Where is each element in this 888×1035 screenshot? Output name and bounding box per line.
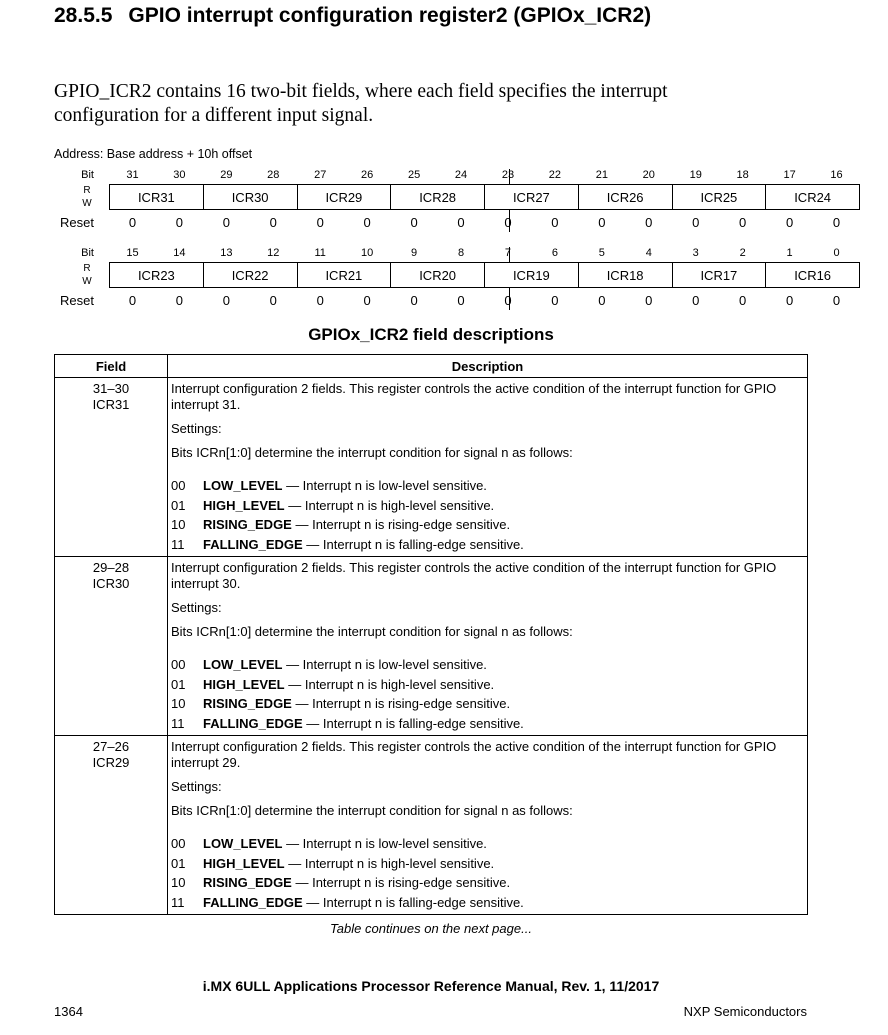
bit-number: 23 xyxy=(501,169,515,181)
bit-number: 18 xyxy=(736,169,749,181)
bit-number: 0 xyxy=(833,247,840,259)
register-field-icr27: ICR27 xyxy=(485,185,579,210)
bit-number: 24 xyxy=(454,169,468,181)
reset-value: 0 xyxy=(175,293,184,308)
reset-value: 0 xyxy=(363,293,371,308)
option-name: HIGH_LEVEL xyxy=(203,497,285,513)
register-diagram-upper xyxy=(54,169,843,235)
option-text xyxy=(203,515,510,535)
bits-explanation: Bits ICRn[1:0] determine the interrupt condition for signal n as follows: xyxy=(171,803,573,818)
bit-number: 16 xyxy=(830,169,843,181)
reset-value: 0 xyxy=(222,215,230,230)
reset-label: Reset xyxy=(60,215,94,230)
description-column-header: Description xyxy=(168,355,808,378)
register-field-icr26: ICR26 xyxy=(578,185,672,210)
option-description: — Interrupt n is rising-edge sensitive. xyxy=(291,875,511,890)
field-name: ICR31 xyxy=(92,397,130,412)
option-text xyxy=(203,854,494,874)
manual-title: i.MX 6ULL Applications Processor Reference Manual, Rev. 1, 11/2017 xyxy=(202,978,660,994)
reset-value: 0 xyxy=(692,293,700,308)
setting-option xyxy=(171,535,803,555)
option-name: RISING_EDGE xyxy=(203,875,292,890)
reset-value: 0 xyxy=(551,215,559,230)
bit-label: Bit xyxy=(81,247,94,259)
option-description: — Interrupt n is high-level sensitive. xyxy=(284,497,495,513)
register-fields xyxy=(109,184,860,210)
bit-number: 26 xyxy=(361,169,374,181)
register-field-icr29: ICR29 xyxy=(297,185,391,210)
bit-number: 15 xyxy=(126,247,139,259)
field-name: ICR29 xyxy=(92,755,130,770)
bit-number: 8 xyxy=(457,247,465,259)
setting-options xyxy=(171,834,803,912)
reset-value: 0 xyxy=(832,293,841,308)
register-field-icr23: ICR23 xyxy=(110,263,204,288)
bit-number: 31 xyxy=(126,169,139,181)
table-header-row xyxy=(55,355,808,378)
option-text xyxy=(203,714,524,734)
option-text xyxy=(203,655,487,675)
register-field-icr28: ICR28 xyxy=(391,185,485,210)
option-description: — Interrupt n is high-level sensitive. xyxy=(284,855,495,871)
option-description: — Interrupt n is low-level sensitive. xyxy=(282,478,487,493)
write-label: W xyxy=(82,276,92,287)
option-name: FALLING_EDGE xyxy=(203,894,303,910)
field-bits: 27–26 xyxy=(92,739,130,754)
setting-option xyxy=(171,675,803,695)
section-title: GPIO interrupt configuration register2 (GPIOx_ICR2) xyxy=(128,4,652,27)
reset-label: Reset xyxy=(60,293,94,308)
reset-value: 0 xyxy=(832,215,841,230)
description-cell xyxy=(168,736,808,915)
reset-value: 0 xyxy=(175,215,184,230)
bit-number: 11 xyxy=(314,247,326,259)
setting-option xyxy=(171,834,803,854)
reset-value: 0 xyxy=(457,293,465,308)
bit-number: 14 xyxy=(173,247,186,259)
bit-number: 21 xyxy=(595,169,608,181)
option-code: 00 xyxy=(171,478,186,493)
section-number: 28.5.5 xyxy=(54,4,113,27)
field-bits: 31–30 xyxy=(92,381,130,396)
option-code: 01 xyxy=(171,676,186,692)
option-text xyxy=(203,893,524,913)
setting-option xyxy=(171,694,803,714)
bit-number: 3 xyxy=(692,247,699,259)
reset-value: 0 xyxy=(504,293,512,308)
bit-number: 28 xyxy=(267,169,280,181)
option-text xyxy=(203,675,494,695)
reset-value: 0 xyxy=(316,215,324,230)
option-description: — Interrupt n is high-level sensitive. xyxy=(284,676,495,692)
option-code: 01 xyxy=(171,497,186,513)
address-offset: Address: Base address + 10h offset xyxy=(54,147,253,161)
register-field-icr30: ICR30 xyxy=(203,185,297,210)
page-number: 1364 xyxy=(54,1004,83,1019)
bit-number: 2 xyxy=(739,247,746,259)
reset-value: 0 xyxy=(645,293,653,308)
field-cell xyxy=(55,557,168,736)
field-name: ICR30 xyxy=(92,576,130,591)
intro-paragraph: GPIO_ICR2 contains 16 two-bit fields, where each field specifies the interrupt configuration for a different input signal. xyxy=(54,81,668,126)
bit-number: 27 xyxy=(314,169,327,181)
field-descriptions-table xyxy=(54,354,808,915)
bit-number: 13 xyxy=(220,247,233,259)
option-description: — Interrupt n is low-level sensitive. xyxy=(282,836,487,851)
option-description: — Interrupt n is falling-edge sensitive. xyxy=(302,894,524,910)
setting-option xyxy=(171,496,803,516)
option-description: — Interrupt n is falling-edge sensitive. xyxy=(302,536,524,552)
reset-value: 0 xyxy=(739,215,747,230)
option-code: 10 xyxy=(171,875,186,890)
field-cell xyxy=(55,378,168,557)
reset-value: 0 xyxy=(222,293,230,308)
register-field-icr20: ICR20 xyxy=(391,263,485,288)
setting-option xyxy=(171,714,803,734)
bits-explanation: Bits ICRn[1:0] determine the interrupt condition for signal n as follows: xyxy=(171,624,573,639)
reset-value: 0 xyxy=(598,293,606,308)
option-name: LOW_LEVEL xyxy=(203,478,283,493)
bit-number: 20 xyxy=(642,169,655,181)
reset-value: 0 xyxy=(785,215,794,230)
reset-value: 0 xyxy=(128,293,137,308)
reset-value: 0 xyxy=(645,215,653,230)
option-name: LOW_LEVEL xyxy=(203,836,283,851)
reset-value: 0 xyxy=(739,293,747,308)
table-caption: GPIOx_ICR2 field descriptions xyxy=(308,325,554,344)
description-cell xyxy=(168,557,808,736)
option-text xyxy=(203,496,494,516)
reset-value: 0 xyxy=(551,293,559,308)
section-heading xyxy=(54,4,651,28)
option-name: LOW_LEVEL xyxy=(203,657,283,672)
setting-option xyxy=(171,893,803,913)
option-name: FALLING_EDGE xyxy=(203,715,303,731)
write-label: W xyxy=(82,198,92,209)
register-field-icr19: ICR19 xyxy=(485,263,579,288)
register-field-icr31: ICR31 xyxy=(110,185,204,210)
setting-option xyxy=(171,515,803,535)
bit-number: 17 xyxy=(783,169,796,181)
reset-value: 0 xyxy=(128,215,137,230)
settings-label: Settings: xyxy=(171,421,222,436)
reset-value: 0 xyxy=(363,215,371,230)
bit-number: 7 xyxy=(504,247,512,259)
option-description: — Interrupt n is rising-edge sensitive. xyxy=(291,696,511,711)
reset-value: 0 xyxy=(269,293,277,308)
table-row xyxy=(55,736,808,915)
reset-value: 0 xyxy=(692,215,700,230)
setting-options xyxy=(171,476,803,554)
register-field-icr21: ICR21 xyxy=(297,263,391,288)
field-bits: 29–28 xyxy=(92,560,130,575)
field-column-header: Field xyxy=(55,355,168,378)
bit-number: 4 xyxy=(645,247,652,259)
register-diagram-lower xyxy=(54,247,841,313)
option-code: 01 xyxy=(171,855,186,871)
continued-note: Table continues on the next page... xyxy=(330,921,532,936)
option-name: FALLING_EDGE xyxy=(203,536,303,552)
option-text xyxy=(203,535,524,555)
bit-number: 19 xyxy=(689,169,702,181)
field-description: Interrupt configuration 2 fields. This register controls the active condition of the interrupt function for GPIO interrupt 31. xyxy=(171,381,777,412)
bit-number: 10 xyxy=(361,247,374,259)
register-field-icr24: ICR24 xyxy=(766,185,860,210)
table-row xyxy=(55,378,808,557)
bit-number: 30 xyxy=(173,169,186,181)
settings-label: Settings: xyxy=(171,779,222,794)
register-field-icr22: ICR22 xyxy=(203,263,297,288)
option-text xyxy=(203,694,510,714)
read-label: R xyxy=(83,263,91,274)
bit-number: 1 xyxy=(786,247,793,259)
register-field-icr18: ICR18 xyxy=(578,263,672,288)
option-text xyxy=(203,873,510,893)
option-code: 00 xyxy=(171,657,186,672)
bit-number: 25 xyxy=(407,169,421,181)
reset-value: 0 xyxy=(504,215,512,230)
setting-option xyxy=(171,873,803,893)
bit-number: 12 xyxy=(267,247,280,259)
option-code: 10 xyxy=(171,517,186,532)
company-name: NXP Semiconductors xyxy=(683,1004,807,1019)
reset-value: 0 xyxy=(457,215,465,230)
bits-explanation: Bits ICRn[1:0] determine the interrupt condition for signal n as follows: xyxy=(171,445,573,460)
bit-number: 29 xyxy=(220,169,233,181)
reset-value: 0 xyxy=(410,293,418,308)
register-fields xyxy=(109,262,860,288)
option-description: — Interrupt n is low-level sensitive. xyxy=(282,657,487,672)
register-field-icr16: ICR16 xyxy=(766,263,860,288)
field-cell xyxy=(55,736,168,915)
option-description: — Interrupt n is rising-edge sensitive. xyxy=(291,517,511,532)
reset-value: 0 xyxy=(785,293,794,308)
reset-value: 0 xyxy=(316,293,324,308)
read-label: R xyxy=(83,185,91,196)
option-code: 11 xyxy=(171,536,185,552)
bit-label: Bit xyxy=(81,169,94,181)
setting-option xyxy=(171,476,803,496)
bit-number: 22 xyxy=(548,169,562,181)
option-code: 11 xyxy=(171,715,185,731)
field-description: Interrupt configuration 2 fields. This register controls the active condition of the interrupt function for GPIO interrupt 29. xyxy=(171,739,777,770)
bit-number: 5 xyxy=(598,247,605,259)
bit-number: 6 xyxy=(551,247,558,259)
setting-options xyxy=(171,655,803,733)
setting-option xyxy=(171,655,803,675)
description-cell xyxy=(168,378,808,557)
option-text xyxy=(203,834,487,854)
option-name: HIGH_LEVEL xyxy=(203,855,285,871)
register-field-icr25: ICR25 xyxy=(672,185,766,210)
option-name: RISING_EDGE xyxy=(203,696,292,711)
option-description: — Interrupt n is falling-edge sensitive. xyxy=(302,715,524,731)
table-row xyxy=(55,557,808,736)
option-code: 10 xyxy=(171,696,186,711)
register-field-icr17: ICR17 xyxy=(672,263,766,288)
bit-number: 9 xyxy=(411,247,418,259)
option-name: HIGH_LEVEL xyxy=(203,676,285,692)
option-code: 11 xyxy=(171,894,185,910)
option-name: RISING_EDGE xyxy=(203,517,292,532)
field-description: Interrupt configuration 2 fields. This register controls the active condition of the interrupt function for GPIO interrupt 30. xyxy=(171,560,777,591)
reset-value: 0 xyxy=(410,215,418,230)
setting-option xyxy=(171,854,803,874)
reset-value: 0 xyxy=(269,215,277,230)
option-code: 00 xyxy=(171,836,186,851)
option-text xyxy=(203,476,487,496)
reset-value: 0 xyxy=(598,215,606,230)
settings-label: Settings: xyxy=(171,600,222,615)
